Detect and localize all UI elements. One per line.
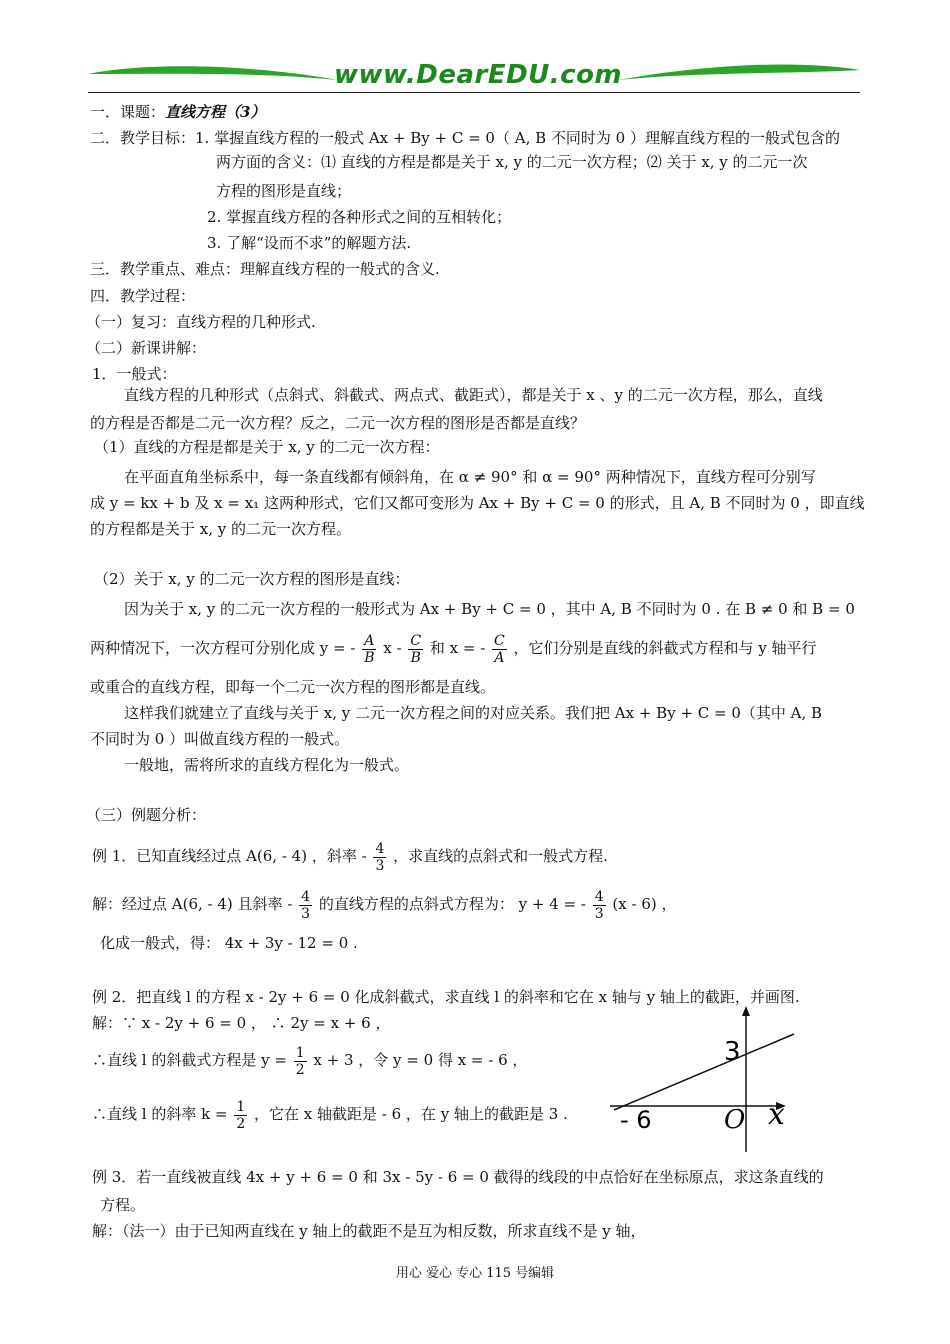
y-axis-arrow: [742, 1006, 750, 1016]
example-2-step-3: [92, 1096, 568, 1132]
subheading-2: （2）关于 x, y 的二元一次方程的图形是直线：: [94, 570, 410, 588]
example-2-step-2: [92, 1042, 527, 1078]
objective-line-3: 方程的图形是直线；: [216, 182, 352, 200]
fraction-numerator: A: [364, 632, 375, 649]
lesson-title-line: [90, 101, 265, 123]
fraction-numerator: 1: [295, 1044, 305, 1061]
banner-text: www.DearEDU.com: [333, 60, 623, 90]
y-intercept-label: 3: [724, 1037, 741, 1067]
fraction-denominator: 3: [301, 905, 311, 922]
example-2: 例 2．把直线 l 的方程 x - 2y + 6 = 0 化成斜截式，求直线 l 的斜率和它在 x 轴与 y 轴上的截距，并画图.: [92, 988, 800, 1006]
text-segment: 两种情况下，一次方程可分别化成 y = -: [90, 639, 356, 657]
fraction-one-half: [234, 1099, 247, 1132]
line-l: [614, 1034, 794, 1110]
fraction-denominator: 2: [295, 1061, 305, 1078]
examples-heading: （三）例题分析：: [86, 806, 207, 824]
new-lesson-heading: （二）新课讲解：: [86, 339, 207, 357]
example-1: [92, 838, 608, 874]
process-heading: 四．教学过程：: [90, 287, 196, 305]
x-intercept-label: - 6: [620, 1106, 652, 1134]
fraction-four-thirds: [299, 889, 312, 922]
fraction-numerator: 1: [236, 1098, 246, 1115]
fraction-c-over-b: [408, 633, 423, 666]
paragraph-1-line-2: 的方程是否都是二元一次方程？反之，二元一次方程的图形是否都是直线？: [90, 414, 586, 432]
fraction-four-thirds: [593, 889, 606, 922]
fraction-numerator: C: [494, 632, 505, 649]
paragraph-3-line-2: [90, 630, 817, 666]
text-segment: 的直线方程的点斜式方程为： y + 4 = -: [318, 895, 586, 913]
fraction-denominator: 2: [236, 1115, 246, 1132]
text-segment: 和 x = -: [429, 639, 486, 657]
paragraph-4-line-1: 这样我们就建立了直线与关于 x, y 二元一次方程之间的对应关系。我们把 Ax + By + C = 0（其中 A, B: [124, 704, 823, 722]
general-form-heading: 1．一般式：: [92, 365, 177, 383]
key-points: 三．教学重点、难点：理解直线方程的一般式的含义.: [90, 260, 440, 278]
fraction-denominator: B: [410, 649, 421, 666]
header-rule: [88, 92, 860, 93]
objective-line-1: 二．教学目标：1. 掌握直线方程的一般式 Ax + By + C = 0（ A, B 不同时为 0 ）理解直线方程的一般式包含的: [90, 129, 840, 147]
header-banner: [88, 58, 860, 96]
fraction-numerator: C: [410, 632, 422, 649]
paragraph-2-line-2: 成 y = kx + b 及 x = x₁ 这两种形式，它们又都可变形为 Ax + By + C = 0 的形式，且 A, B 不同时为 0 ，即直线: [90, 494, 865, 512]
text-segment: 解：经过点 A(6, - 4) 且斜率 -: [92, 895, 293, 913]
paragraph-3-line-1: 因为关于 x, y 的二元一次方程的一般形式为 Ax + By + C = 0 ，其中 A, B 不同时为 0 . 在 B ≠ 0 和 B = 0: [124, 600, 855, 618]
text-segment: 例 1．已知直线经过点 A(6, - 4) ，斜率 -: [92, 847, 367, 865]
fraction-denominator: 3: [375, 857, 385, 874]
review-heading: （一）复习：直线方程的几种形式.: [86, 313, 316, 331]
subheading-1: （1）直线的方程是都是关于 x, y 的二元一次方程：: [94, 438, 440, 456]
example-1-solution: [92, 886, 677, 922]
fraction-denominator: B: [364, 649, 375, 666]
origin-label: O: [724, 1105, 746, 1135]
text-segment: ，求直线的点斜式和一般式方程.: [393, 847, 608, 865]
paragraph-3-line-3: 或重合的直线方程，即每一个二元一次方程的图形都是直线。: [90, 678, 496, 696]
paragraph-5: 一般地，需将所求的直线方程化为一般式。: [124, 756, 410, 774]
footer: 用心 爱心 专心 115 号编辑: [395, 1266, 555, 1281]
fraction-a-over-b: [362, 633, 376, 666]
paragraph-2-line-3: 的方程都是关于 x, y 的二元一次方程。: [90, 520, 352, 538]
objective-item-3: 3. 了解“设而不求”的解题方法.: [207, 234, 412, 252]
fraction-numerator: 4: [594, 888, 604, 905]
fraction-denominator: 3: [594, 905, 604, 922]
fraction-c-over-a: [492, 633, 507, 666]
example-3-line-2: 方程。: [100, 1196, 146, 1214]
fraction-numerator: 4: [301, 888, 311, 905]
lesson-title: 直线方程（3）: [165, 103, 266, 121]
text-segment: x + 3 ，令 y = 0 得 x = - 6 ，: [313, 1051, 528, 1069]
example-3-solution: 解：（法一）由于已知两直线在 y 轴上的截距不是互为相反数，所求直线不是 y 轴，: [92, 1222, 646, 1240]
text-segment: ，它在 x 轴截距是 - 6 ，在 y 轴上的截距是 3 .: [254, 1105, 568, 1123]
text-segment: ∴直线 l 的斜截式方程是 y =: [92, 1051, 287, 1069]
text-segment: ，它们分别是直线的斜截式方程和与 y 轴平行: [513, 639, 817, 657]
text-segment: ∴直线 l 的斜率 k =: [92, 1105, 228, 1123]
text-segment: (x - 6) ，: [612, 895, 677, 913]
paragraph-4-line-2: 不同时为 0 ）叫做直线方程的一般式。: [90, 730, 350, 748]
example-3-line-1: 例 3．若一直线被直线 4x + y + 6 = 0 和 3x - 5y - 6 = 0 截得的线段的中点恰好在坐标原点，求这条直线的: [92, 1168, 824, 1186]
fraction-four-thirds: [373, 841, 386, 874]
x-axis-label: x: [768, 1097, 785, 1132]
fraction-one-half: [294, 1045, 307, 1078]
line-graph-figure: [606, 1004, 806, 1154]
fraction-denominator: A: [494, 649, 505, 666]
text-segment: x -: [383, 639, 402, 657]
example-2-step-1: 解：∵ x - 2y + 6 = 0 ， ∴ 2y = x + 6 ，: [92, 1014, 391, 1032]
paragraph-1-line-1: 直线方程的几种形式（点斜式、斜截式、两点式、截距式），都是关于 x 、y 的二元一次方程，那么，直线: [124, 386, 823, 404]
paragraph-2-line-1: 在平面直角坐标系中，每一条直线都有倾斜角，在 α ≠ 90° 和 α = 90° 两种情况下，直线方程可分别写: [124, 468, 816, 486]
fraction-numerator: 4: [375, 840, 385, 857]
example-1-general-form: 化成一般式，得： 4x + 3y - 12 = 0 .: [100, 934, 358, 952]
lesson-title-prefix: 一．课题：: [90, 103, 166, 121]
objective-item-2: 2. 掌握直线方程的各种形式之间的互相转化；: [207, 208, 512, 226]
objective-line-2: 两方面的含义：⑴ 直线的方程是都是关于 x, y 的二元一次方程；⑵ 关于 x, y 的二元一次: [216, 153, 808, 171]
